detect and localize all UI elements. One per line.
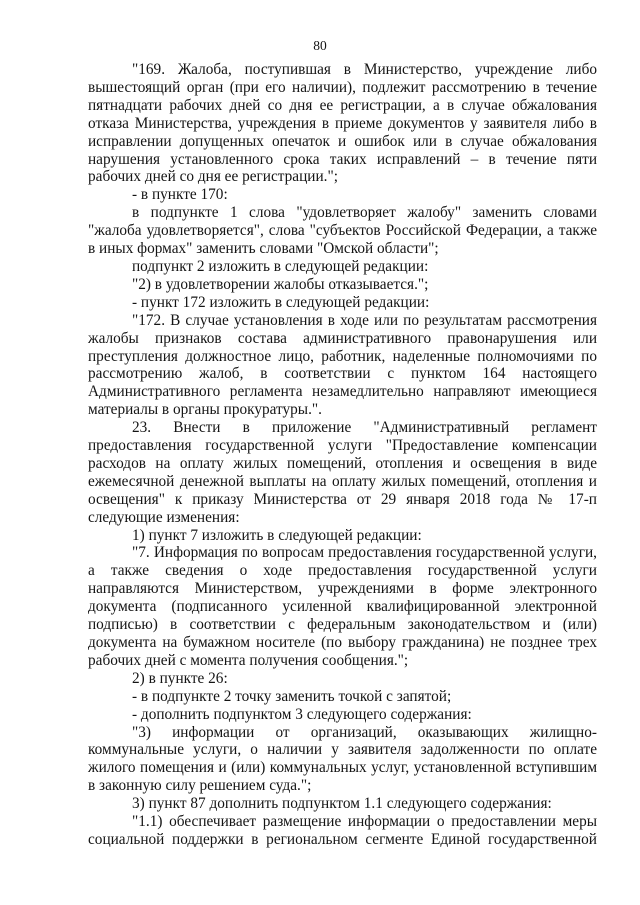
paragraph: - в пункте 170: bbox=[132, 186, 228, 204]
paragraph: "172. В случае установления в ходе или по результатам рассмотрения жалобы признаков состава административного правонарушения или преступления должностное лицо, работник, наделенные полномочиями по рассмотрению жалоб, в соответствии с пунктом 164 настоящего Административного регламента незамедлительно направляют имеющиеся материалы в органы прокуратуры.". bbox=[88, 311, 597, 419]
paragraph: 3) пункт 87 дополнить подпунктом 1.1 следующего содержания: bbox=[132, 795, 552, 813]
paragraph: - в подпункте 2 точку заменить точкой с запятой; bbox=[132, 687, 452, 705]
paragraph: 2) в пункте 26: bbox=[132, 669, 228, 687]
paragraph: 23. Внести в приложение "Административный регламент предоставления государственной услуги "Предоставление компенсации расходов на оплату жилых помещений, отопления и освещения в виде ежемесячной денежной выплаты на оплату жилых помещений, отопления и освещения" к приказу Министерства от 29 января 2018 года № 17-п следующие изменения: bbox=[88, 419, 597, 526]
paragraph: - пункт 172 изложить в следующей редакции: bbox=[132, 293, 430, 311]
paragraph: в подпункте 1 слова "удовлетворяет жалобу" заменить словами "жалоба удовлетворяется", слова "субъектов Российской Федерации, а также в иных формах" заменить словами "Омской области"; bbox=[88, 204, 597, 258]
paragraph: "2) в удовлетворении жалобы отказывается."; bbox=[132, 275, 429, 293]
document-body bbox=[88, 61, 597, 849]
page-number: 80 bbox=[313, 38, 327, 53]
paragraph: "3) информации от организаций, оказывающих жилищно-коммунальные услуги, о наличии у заявителя задолженности по оплате жилого помещения и (или) коммунальных услуг, установленной вступившим в законную силу решением суда."; bbox=[88, 723, 597, 795]
paragraph: 1) пункт 7 изложить в следующей редакции: bbox=[132, 526, 422, 544]
paragraph: "1.1) обеспечивает размещение информации о предоставлении меры социальной поддержки в региональном сегменте Единой государственной bbox=[88, 813, 597, 848]
paragraph: - дополнить подпунктом 3 следующего содержания: bbox=[132, 705, 472, 723]
paragraph: подпункт 2 изложить в следующей редакции: bbox=[132, 257, 429, 275]
paragraph: "7. Информация по вопросам предоставления государственной услуги, а также сведения о ходе предоставления государственной услуги направляются Министерством, учреждениями в форме электронного документа (подписанного усиленной квалифицированной электронной подписью) в соответствии с федеральным законодательством и (или) документа на бумажном носителе (по выбору гражданина) не позднее трех рабочих дней с момента получения сообщения."; bbox=[88, 544, 597, 669]
paragraph: "169. Жалоба, поступившая в Министерство, учреждение либо вышестоящий орган (при его наличии), подлежит рассмотрению в течение пятнадцати рабочих дней со дня ее регистрации, а в случае обжалования отказа Министерства, учреждения в приеме документов у заявителя либо в исправлении допущенных опечаток и ошибок или в случае обжалования нарушения установленного срока таких исправлений – в течение пяти рабочих дней со дня ее регистрации."; bbox=[88, 61, 597, 186]
